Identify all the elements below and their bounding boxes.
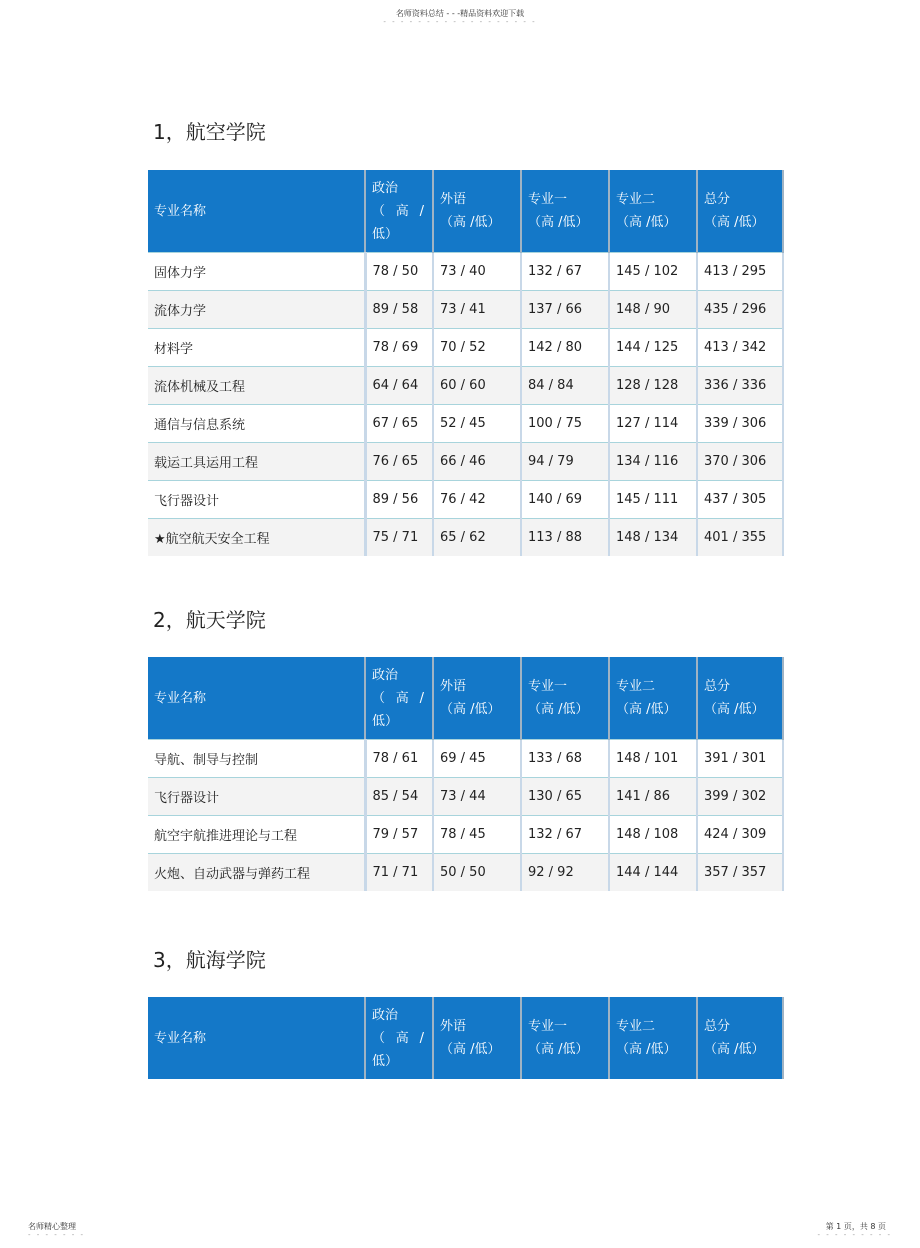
page-number: 第 1 页，共 8 页 <box>825 1222 886 1231</box>
total-cell: 399 / 302 <box>697 778 783 816</box>
col-header-name: 专业名称 <box>148 170 365 253</box>
table-row <box>148 519 783 557</box>
foreign-lang-cell: 73 / 41 <box>433 291 521 329</box>
foreign-lang-cell: 73 / 44 <box>433 778 521 816</box>
foreign-lang-cell: 52 / 45 <box>433 405 521 443</box>
col-header-total: 总分 （高 /低） <box>697 170 783 253</box>
total-cell: 339 / 306 <box>697 405 783 443</box>
major2-cell: 144 / 125 <box>609 329 697 367</box>
table-row <box>148 291 783 329</box>
politics-cell: 71 / 71 <box>365 854 433 892</box>
col-header-total: 总分 （高 /低） <box>697 657 783 740</box>
major-name-cell: 通信与信息系统 <box>148 405 365 443</box>
col-header-major1: 专业一 （高 /低） <box>521 657 609 740</box>
major2-cell: 148 / 101 <box>609 740 697 778</box>
politics-cell: 85 / 54 <box>365 778 433 816</box>
total-cell: 437 / 305 <box>697 481 783 519</box>
table-row <box>148 253 783 291</box>
major-name-cell: 材料学 <box>148 329 365 367</box>
col-header-politics: 政治 （ 高 / 低） <box>365 657 433 740</box>
major2-cell: 148 / 90 <box>609 291 697 329</box>
col-header-major1: 专业一 （高 /低） <box>521 170 609 253</box>
table-row <box>148 329 783 367</box>
table-header-row <box>148 657 783 740</box>
table-header-row <box>148 170 783 253</box>
major1-cell: 140 / 69 <box>521 481 609 519</box>
politics-cell: 79 / 57 <box>365 816 433 854</box>
major-name-cell: 流体机械及工程 <box>148 367 365 405</box>
politics-cell: 89 / 56 <box>365 481 433 519</box>
major-name-cell: 流体力学 <box>148 291 365 329</box>
footer-right-dots: - - - - - - - - - <box>817 1231 892 1239</box>
politics-cell: 78 / 50 <box>365 253 433 291</box>
table-row <box>148 481 783 519</box>
major1-cell: 84 / 84 <box>521 367 609 405</box>
col-header-major2: 专业二 （高 /低） <box>609 997 697 1079</box>
major1-cell: 92 / 92 <box>521 854 609 892</box>
col-header-foreign: 外语 （高 /低） <box>433 170 521 253</box>
major-name-cell: 载运工具运用工程 <box>148 443 365 481</box>
score-table-1 <box>148 170 784 556</box>
table-header-row <box>148 997 783 1079</box>
major-name-cell: 固体力学 <box>148 253 365 291</box>
major1-cell: 113 / 88 <box>521 519 609 557</box>
col-header-foreign: 外语 （高 /低） <box>433 997 521 1079</box>
major1-cell: 130 / 65 <box>521 778 609 816</box>
total-cell: 435 / 296 <box>697 291 783 329</box>
table-row <box>148 816 783 854</box>
total-cell: 370 / 306 <box>697 443 783 481</box>
score-table-3 <box>148 997 784 1079</box>
major2-cell: 128 / 128 <box>609 367 697 405</box>
col-header-total: 总分 （高 /低） <box>697 997 783 1079</box>
major-name-cell: ★航空航天安全工程 <box>148 519 365 557</box>
score-table-2 <box>148 657 784 891</box>
col-header-major2: 专业二 （高 /低） <box>609 657 697 740</box>
table-row <box>148 367 783 405</box>
major2-cell: 144 / 144 <box>609 854 697 892</box>
major2-cell: 145 / 111 <box>609 481 697 519</box>
major2-cell: 134 / 116 <box>609 443 697 481</box>
foreign-lang-cell: 76 / 42 <box>433 481 521 519</box>
major1-cell: 94 / 79 <box>521 443 609 481</box>
major2-cell: 148 / 134 <box>609 519 697 557</box>
total-cell: 401 / 355 <box>697 519 783 557</box>
page-header-dots: - - - - - - - - - - - - - - - - - - <box>383 18 537 26</box>
major2-cell: 141 / 86 <box>609 778 697 816</box>
foreign-lang-cell: 70 / 52 <box>433 329 521 367</box>
table-row <box>148 405 783 443</box>
page-header-text: 名师资料总结 - - -精品资料欢迎下载 <box>395 9 525 18</box>
major1-cell: 100 / 75 <box>521 405 609 443</box>
foreign-lang-cell: 50 / 50 <box>433 854 521 892</box>
footer-left-dots: - - - - - - - <box>28 1231 86 1239</box>
total-cell: 424 / 309 <box>697 816 783 854</box>
major1-cell: 137 / 66 <box>521 291 609 329</box>
major-name-cell: 飞行器设计 <box>148 778 365 816</box>
col-header-name: 专业名称 <box>148 657 365 740</box>
foreign-lang-cell: 78 / 45 <box>433 816 521 854</box>
major2-cell: 145 / 102 <box>609 253 697 291</box>
table-row <box>148 778 783 816</box>
table-row <box>148 740 783 778</box>
total-cell: 357 / 357 <box>697 854 783 892</box>
major-name-cell: 航空宇航推进理论与工程 <box>148 816 365 854</box>
section-title-3: 3，航海学院 <box>153 948 266 972</box>
total-cell: 413 / 295 <box>697 253 783 291</box>
politics-cell: 89 / 58 <box>365 291 433 329</box>
col-header-major2: 专业二 （高 /低） <box>609 170 697 253</box>
major1-cell: 132 / 67 <box>521 816 609 854</box>
total-cell: 391 / 301 <box>697 740 783 778</box>
foreign-lang-cell: 65 / 62 <box>433 519 521 557</box>
section-title-1: 1，航空学院 <box>153 120 266 144</box>
total-cell: 336 / 336 <box>697 367 783 405</box>
major1-cell: 132 / 67 <box>521 253 609 291</box>
politics-cell: 64 / 64 <box>365 367 433 405</box>
major2-cell: 127 / 114 <box>609 405 697 443</box>
total-cell: 413 / 342 <box>697 329 783 367</box>
major-name-cell: 飞行器设计 <box>148 481 365 519</box>
politics-cell: 75 / 71 <box>365 519 433 557</box>
foreign-lang-cell: 69 / 45 <box>433 740 521 778</box>
table-row <box>148 854 783 892</box>
foreign-lang-cell: 66 / 46 <box>433 443 521 481</box>
politics-cell: 78 / 61 <box>365 740 433 778</box>
politics-cell: 67 / 65 <box>365 405 433 443</box>
politics-cell: 78 / 69 <box>365 329 433 367</box>
col-header-major1: 专业一 （高 /低） <box>521 997 609 1079</box>
footer-left-text: 名师精心整理 <box>28 1222 76 1231</box>
foreign-lang-cell: 60 / 60 <box>433 367 521 405</box>
major1-cell: 133 / 68 <box>521 740 609 778</box>
col-header-politics: 政治 （ 高 / 低） <box>365 170 433 253</box>
col-header-foreign: 外语 （高 /低） <box>433 657 521 740</box>
table-row <box>148 443 783 481</box>
major2-cell: 148 / 108 <box>609 816 697 854</box>
foreign-lang-cell: 73 / 40 <box>433 253 521 291</box>
col-header-politics: 政治 （ 高 / 低） <box>365 997 433 1079</box>
major1-cell: 142 / 80 <box>521 329 609 367</box>
major-name-cell: 导航、制导与控制 <box>148 740 365 778</box>
section-title-2: 2，航天学院 <box>153 608 266 632</box>
col-header-name: 专业名称 <box>148 997 365 1079</box>
major-name-cell: 火炮、自动武器与弹药工程 <box>148 854 365 892</box>
politics-cell: 76 / 65 <box>365 443 433 481</box>
